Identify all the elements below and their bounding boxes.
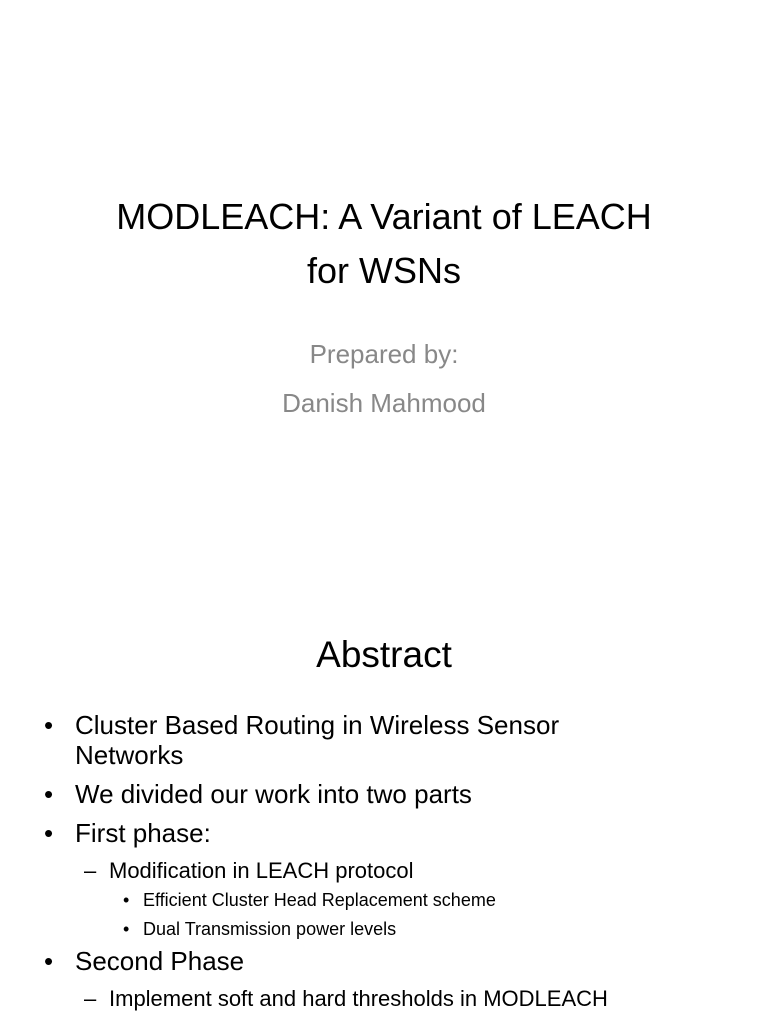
dash-icon: – <box>84 986 97 1011</box>
subtitle-prepared-by: Prepared by: <box>309 339 459 369</box>
sub-sub-bullet-item <box>0 888 768 912</box>
bullet-item <box>0 710 635 770</box>
bullet-dot-icon: • <box>123 919 130 939</box>
title-line-1: MODLEACH: A Variant of LEACH <box>116 196 652 237</box>
bullet-dot-icon: • <box>123 890 130 910</box>
sub-sub-bullet-text: Dual Transmission power levels <box>143 919 397 939</box>
abstract-heading: Abstract <box>316 634 452 675</box>
bullet-dot-icon: • <box>44 710 54 740</box>
sub-sub-bullet-text: Efficient Cluster Head Replacement scheme <box>143 890 496 910</box>
slide-abstract <box>0 576 768 1024</box>
bullet-text: We divided our work into two parts <box>75 779 472 809</box>
bullet-item <box>0 946 635 976</box>
sub-bullet-item <box>0 985 768 1013</box>
bullet-list <box>0 710 768 1016</box>
bullet-dot-icon: • <box>44 946 54 976</box>
dash-icon: – <box>84 858 97 883</box>
sub-bullet-text: Implement soft and hard thresholds in MODLEACH <box>109 986 608 1011</box>
sub-sub-bullet-item <box>0 917 768 941</box>
slide-title-heading <box>40 190 728 298</box>
sub-bullet-text: Modification in LEACH protocol <box>109 858 414 883</box>
bullet-item <box>0 818 635 848</box>
title-line-2: for WSNs <box>306 250 461 291</box>
subtitle-author: Danish Mahmood <box>282 388 486 418</box>
bullet-dot-icon: • <box>44 779 54 809</box>
bullet-item <box>0 779 635 809</box>
sub-bullet-item <box>0 857 768 885</box>
bullet-text: Cluster Based Routing in Wireless Sensor Networks <box>75 710 560 770</box>
bullet-text: Second Phase <box>75 946 245 976</box>
bullet-dot-icon: • <box>44 818 54 848</box>
bullet-text: First phase: <box>75 818 211 848</box>
